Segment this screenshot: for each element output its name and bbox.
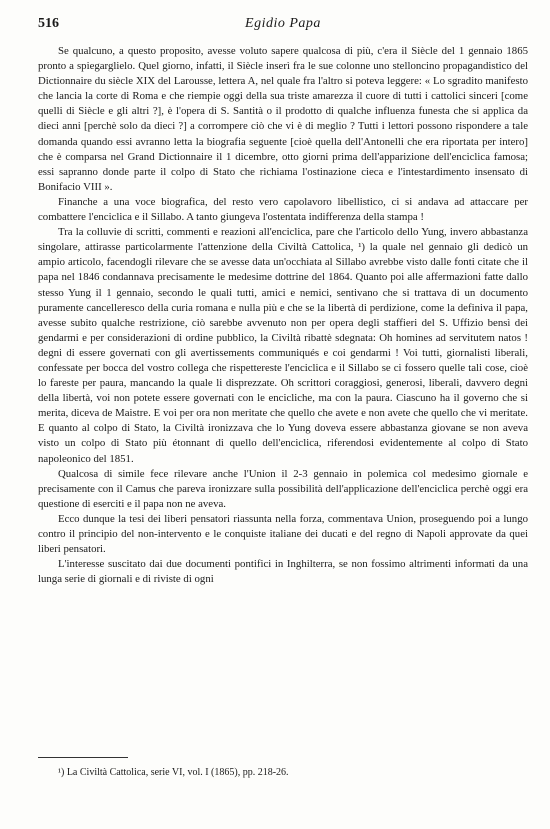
paragraph-5: Ecco dunque la tesi dei liberi pensatori riassunta nella forza, commentava Union, proseguendo poi a lungo contro il principio del non-intervento e le conquiste italiane dei ducati e del regno di Napoli approvate da quei liberi pensatori. xyxy=(38,512,528,556)
footnote: ¹) La Civiltà Cattolica, serie VI, vol. I (1865), pp. 218-26. xyxy=(58,767,289,778)
paragraph-4: Qualcosa di simile fece rilevare anche l'Union il 2-3 gennaio in polemica col medesimo giornale e precisamente con il Camus che pareva ironizzare sulla possibilità dell'applicazione dell'enciclica perchè oggi era questione di eserciti e il papa non ne aveva. xyxy=(38,467,528,510)
paragraph-6: L'interesse suscitato dai due documenti pontifici in Inghilterra, se non fossimo altrimenti informati da una lunga serie di giornali e di riviste di ogni xyxy=(38,558,528,586)
paragraph-1: Se qualcuno, a questo proposito, avesse voluto sapere qualcosa di più, c'era il Siècle del 1 gennaio 1865 pronto a spiegarglielo. Quel giorno, infatti, il Siècle inserì fra le sue colonne uno stelloncino propagandistico del Dictionnaire du siècle XIX del Larousse, lettera A, nel quale fra l'altro si poteva leggere: « Lo sgradito manifesto che lancia la corte di Roma e che riempie oggi della sua triste amarezza il cuore di tutti i cattolici sinceri [come quelli di Siècle e gli altri ?], è l'opera di S. Santità o il prodotto di qualche influenza funesta che si applica da dieci anni [perchè solo da dieci ?] a corrompere ciò che vi è di meglio ? Tutti i lettori possono rispondere a tale domanda quando essi avranno letta la biografia seguente [cioè quella dell'Antonelli che era riportata per intero] che è comparsa nel Grand Dictionnaire il 1 dicembre, otto giorni prima dell'apparizione dell'enciclica famosa; essi sapranno donde parte il colpo di Stato che richiama l'ostinazione cieca e l'intestardimento insensato di Bonifacio VIII ». xyxy=(38,45,528,193)
paragraph-3: Tra la colluvie di scritti, commenti e reazioni all'enciclica, pare che l'articolo dello Yung, invero abbastanza singolare, attirasse particolarmente l'attenzione della Civiltà Cattolica, ¹) la quale nel gennaio gli dedicò un ampio articolo, facendogli rilevare che se avesse data un'occhiata al Sillabo avrebbe visto dalle fonti citate che il papa nel 1846 condannava precisamente le medesime dottrine del 1864. Quanto poi alle affermazioni fatte dallo stesso Yung il 1 gennaio, secondo le quali tutti, amici e nemici, sentivano che si trattava di un documento puramente cancelleresco della curia romana e nulla più e che se la libertà di perdizione, come la definiva il papa, avesse subito qualche restrizione, ciò sarebbe avvenuto non per opera degli staffieri del S. Uffizio bensì dei gendarmi e per considerazioni di ordine pubblico, la Civiltà ribattè sdegnata: Oh homines ad servitutem natos ! degni di essere governati con gli avertissements communiqués e coi gendarmi ! Voi tutti, giornalisti liberali, confessate per bocca del vostro collega che rispettereste l'enciclica e il Sillabo se ci fossero quelle tali cose, cioè lo fareste per paura, mancando la quale li disprezzate. Oh scrittori coraggiosi, generosi, liberali, davvero degni della libertà, voi non potete essere governati con le encicliche, ma con la paura. Ciascuno ha il governo che si merita, diceva de Maistre. E voi per ora non meritate che quello che avete e non avete che quello che vi meritate. E quanto al colpo di Stato, la Civiltà ironizzava che lo Yung doveva essere abbastanza giovane se non aveva visto un colpo di Stato più étonnant di quello dell'enciclica, riferendosi evidentemente al colpo di Stato napoleonico del 1851. xyxy=(38,226,528,465)
paragraph-2: Finanche a una voce biografica, del resto vero capolavoro libellistico, ci si andava ad attaccare per combattere l'enciclica e il Sillabo. A tanto giungeva l'ostentata indifferenza della stampa ! xyxy=(38,195,528,224)
page-header xyxy=(38,16,528,38)
running-title: Egidio Papa xyxy=(245,16,321,31)
page-number: 516 xyxy=(38,16,59,31)
body-text xyxy=(38,44,528,587)
footnote-divider xyxy=(38,757,128,758)
